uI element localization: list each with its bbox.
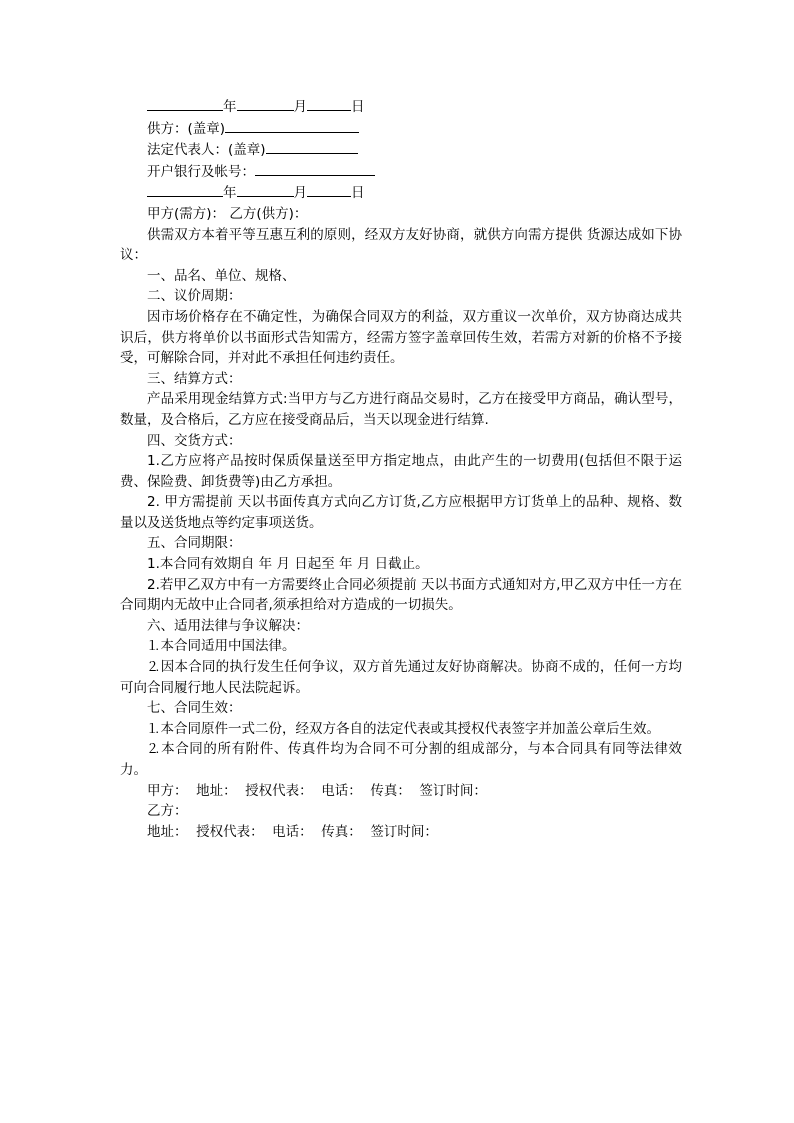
day-label-2: 日 bbox=[351, 185, 365, 202]
month-blank bbox=[237, 96, 294, 111]
section-4-title: 四、交货方式： bbox=[147, 432, 242, 449]
section-2-body: 因市场价格存在不确定性，为确保合同双方的利益，双方重议一次单价，双方协商达成共识后，供方将单价以书面形式告知需方，经需方签字盖章回传生效，若需方对新的价格不予接受，可解除合同，并对此不承担任何违约责任。 bbox=[120, 308, 682, 367]
year-blank bbox=[147, 96, 223, 111]
year-blank-2 bbox=[147, 182, 223, 197]
section-6-item-1: ⒈本合同适用中国法律。 bbox=[147, 638, 296, 655]
section-4-item-2: 2. 甲方需提前 天以书面传真方式向乙方订货,乙方应根据甲方订货单上的品种、规格、数量以及送货地点等约定事项送货。 bbox=[120, 494, 682, 531]
supplier-label: 供方：(盖章) bbox=[147, 120, 226, 137]
legal-rep-line bbox=[120, 139, 682, 161]
party-b-signature-line: 乙方： bbox=[147, 803, 188, 820]
day-label: 日 bbox=[351, 99, 365, 115]
date-line bbox=[120, 96, 682, 118]
bank-label: 开户银行及帐号： bbox=[147, 163, 255, 180]
year-label: 年 bbox=[223, 99, 237, 115]
section-7-item-1: ⒈本合同原件一式二份，经双方各自的法定代表或其授权代表签字并加盖公章后生效。 bbox=[147, 720, 660, 737]
month-blank-2 bbox=[237, 182, 294, 197]
year-label-2: 年 bbox=[223, 185, 237, 202]
section-3-body: 产品采用现金结算方式:当甲方与乙方进行商品交易时，乙方在接受甲方商品，确认型号，数量，及合格后，乙方应在接受商品后，当天以现金进行结算. bbox=[120, 391, 682, 428]
legal-rep-blank bbox=[266, 139, 358, 154]
contract-body bbox=[120, 96, 682, 842]
section-3-title: 三、结算方式： bbox=[147, 370, 242, 387]
bank-line bbox=[120, 161, 682, 183]
month-label: 月 bbox=[293, 99, 307, 115]
day-blank bbox=[307, 96, 351, 111]
section-7-item-2: ⒉本合同的所有附件、传真件均为合同不可分割的组成部分，与本合同具有同等法律效力。 bbox=[120, 741, 682, 778]
section-5-title: 五、合同期限： bbox=[147, 535, 242, 552]
day-blank-2 bbox=[307, 182, 351, 197]
month-label-2: 月 bbox=[293, 185, 307, 202]
section-5-item-2: 2.若甲乙双方中有一方需要终止合同必须提前 天以书面方式通知对方,甲乙双方中任一方在合同期内无故中止合同者,须承担给对方造成的一切损失。 bbox=[120, 576, 682, 614]
party-b-details-line: 地址： 授权代表： 电话： 传真： 签订时间： bbox=[147, 823, 438, 840]
section-4-item-1: 1.乙方应将产品按时保质保量送至甲方指定地点，由此产生的一切费用(包括但不限于运费、保险费、卸货费等)由乙方承担。 bbox=[120, 453, 682, 490]
supplier-line bbox=[120, 118, 682, 140]
section-5-item-1: 1.本合同有效期自 年 月 日起至 年 月 日截止。 bbox=[147, 556, 429, 573]
date-line-2 bbox=[120, 182, 682, 204]
section-2-title: 二、议价周期： bbox=[147, 288, 242, 305]
intro-paragraph: 供需双方本着平等互惠互利的原则，经双方友好协商，就供方向需方提供 货源达成如下协议： bbox=[120, 226, 682, 264]
section-7-title: 七、合同生效： bbox=[147, 700, 242, 717]
section-1-title: 一、品名、单位、规格、 bbox=[147, 267, 296, 284]
legal-rep-label: 法定代表人：(盖章) bbox=[147, 142, 266, 159]
section-6-item-2: ⒉因本合同的执行发生任何争议，双方首先通过友好协商解决。协商不成的，任何一方均可向合同履行地人民法院起诉。 bbox=[120, 659, 682, 696]
parties-line: 甲方(需方)： 乙方(供方)： bbox=[147, 205, 308, 222]
supplier-blank bbox=[225, 118, 359, 133]
party-a-signature-line: 甲方： 地址： 授权代表： 电话： 传真： 签订时间： bbox=[147, 782, 487, 799]
section-6-title: 六、适用法律与争议解决： bbox=[147, 617, 309, 634]
bank-blank bbox=[255, 161, 375, 176]
